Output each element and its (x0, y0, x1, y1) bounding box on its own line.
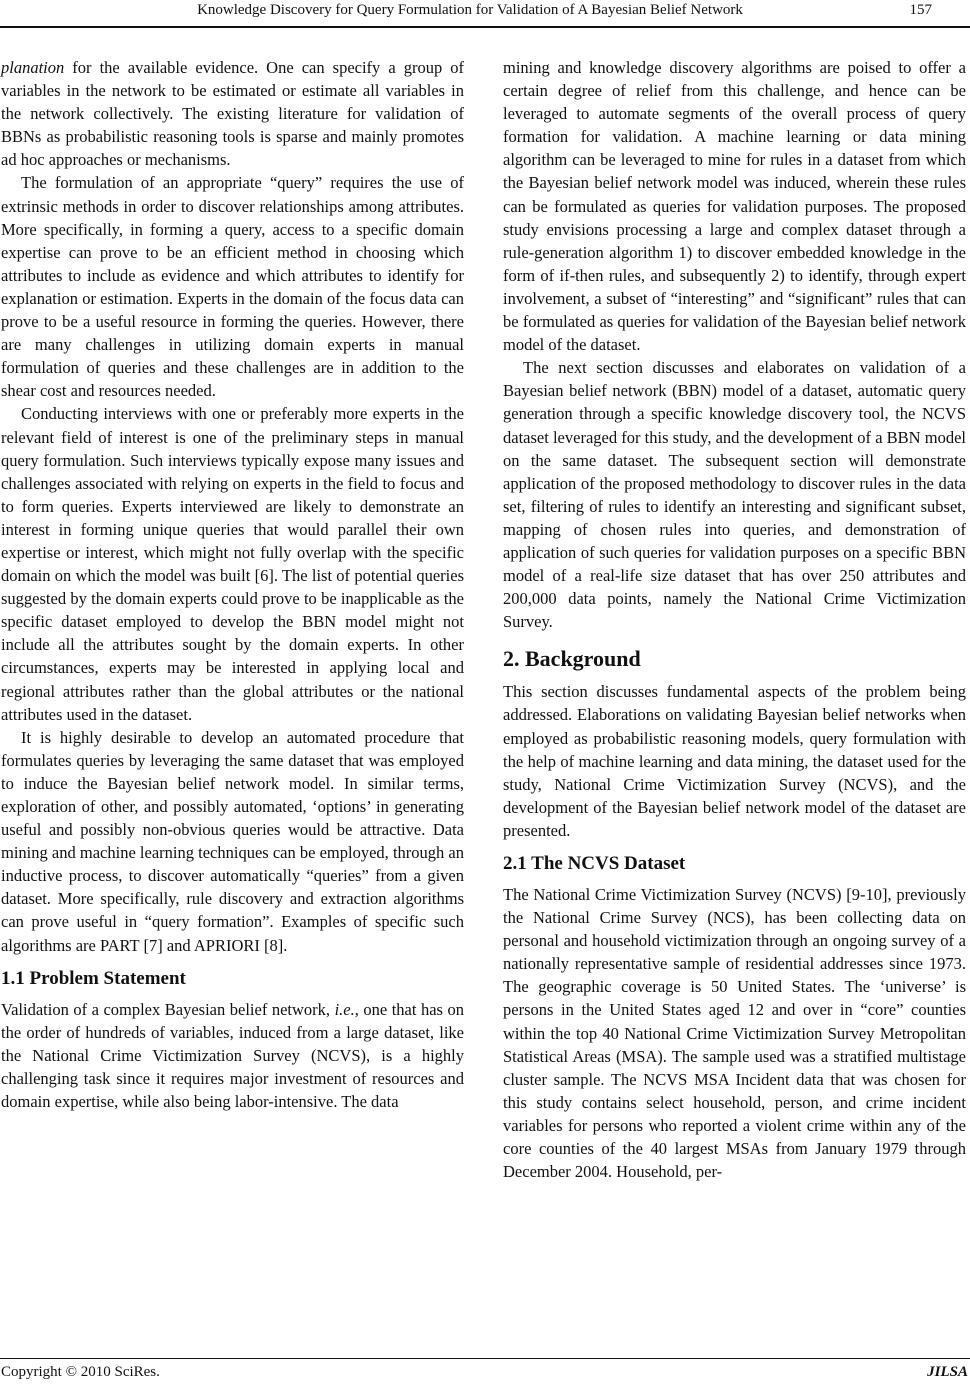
footer-divider (0, 1358, 970, 1359)
paragraph-text: for the available evidence. One can specify a group of variables in the network to be estimated or estimate all variables in the network collectively. The existing literature for validation of BBNs as probabilistic reasoning tools is sparse and mainly promotes ad hoc approaches or mechanisms. (1, 58, 464, 170)
paragraph: mining and knowledge discovery algorithms are poised to offer a certain degree of relief from this challenge, and hence can be leveraged to automate segments of the overall process of query formation for validation. A machine learning or data mining algorithm can be leveraged to mine for rules in a dataset from which the Bayesian belief network model was induced, wherein these rules can be formulated as queries for validation purposes. The proposed study envisions processing a large and complex dataset through a rule-generation algorithm 1) to discover embedded knowledge in the form of if-then rules, and subsequently 2) to identify, through expert involvement, a subset of “interesting” and “significant” rules that can be formulated as queries for validation of the Bayesian belief network model of the dataset. (503, 58, 966, 355)
paragraph: The next section discusses and elaborates on validation of a Bayesian belief network (BBN) model of a dataset, automatic query generation through a specific knowledge discovery tool, the NCVS dataset leveraged for this study, and the development of a BBN model on the same dataset. The subsequent section will demonstrate application of the proposed methodology to discover rules in the data set, filtering of rules to identify an interesting and significant subset, mapping of chosen rules into queries, and demonstration of application of such queries for validation purposes on a specific BBN model of a real-life size dataset that has over 250 attributes and 200,000 data points, namely the National Crime Victimization Survey. (503, 358, 966, 632)
paragraph (1, 56, 464, 171)
left-column (1, 56, 464, 1113)
paragraph: It is highly desirable to develop an automated procedure that formulates queries by leveraging the same dataset that was employed to induce the Bayesian belief network model. In similar terms, exploration of other, and possibly automated, ‘options’ in generating useful and possibly non-obvious queries would be attractive. Data mining and machine learning techniques can be employed, through an inductive process, to discover automatically “queries” from a given dataset. More specifically, rule discovery and extraction algorithms can prove useful in “query formation”. Examples of specific such algorithms are PART [7] and APRIORI [8]. (1, 727, 464, 955)
page-header (0, 2, 970, 26)
paragraph (1, 998, 464, 1113)
paragraph-text: Validation of a complex Bayesian belief network, (1, 999, 335, 1019)
paragraph: This section discusses fundamental aspects of the problem being addressed. Elaborations on validating Bayesian belief networks when employed as probabilistic reasoning models, query formulation with the help of machine learning and data mining, the dataset used for the study, National Crime Victimization Survey (NCVS), and the development of the Bayesian belief network model of the dataset are presented. (503, 682, 966, 840)
section-heading-ncvs-dataset: 2.1 The NCVS Dataset (503, 853, 686, 874)
paragraph: Conducting interviews with one or preferably more experts in the relevant field of interest is one of the preliminary steps in manual query formulation. Such interviews typically expose many issues and challenges associated with relying on experts in the field to focus and to form queries. Experts interviewed are likely to demonstrate an interest in forming unique queries that would parallel their own expertise or interest, which might not fully overlap with the specific domain on which the model was built [6]. The list of potential queries suggested by the domain experts could prove to be inapplicable as the specific dataset employed to develop the BBN model might not include all the attributes sought by the domain experts. In other circumstances, experts may be interested in applying local and regional attributes rather than the global attributes or the national attributes used in the dataset. (1, 404, 464, 724)
paragraph-text: , one that has on the order of hundreds of variables, induced from a large dataset, like the National Crime Victimization Survey (NCVS), is a highly challenging task since it requires major investment of resources and domain expertise, while also being labor-intensive. The data (1, 999, 464, 1112)
page-number: 157 (909, 2, 932, 18)
paragraph: The National Crime Victimization Survey (NCVS) [9-10], previously the National Crime Survey (NCS), has been collecting data on personal and household victimization through an ongoing survey of a nationally representative sample of residential addresses since 1973. The geographic coverage is 50 United States. The ‘universe’ is persons in the United States aged 12 and over in “core” counties within the top 40 National Crime Victimization Survey Metropolitan Statistical Areas (MSA). The sample used was a stratified multistage cluster sample. The NCVS MSA Incident data that was chosen for this study contains select household, person, and crime incident variables for persons who reported a violent crime within any of the core counties of the 40 largest MSAs from January 1979 through December 2004. Household, per- (503, 885, 966, 1182)
section-heading-background: 2. Background (503, 646, 641, 672)
journal-name: JILSA (927, 1364, 968, 1380)
header-divider (0, 26, 970, 28)
right-column (503, 56, 966, 1183)
paragraph: The formulation of an appropriate “query” requires the use of extrinsic methods in order to discover relationships among attributes. More specifically, in forming a query, access to a specific domain expertise can prove to be an efficient method in choosing which attributes to include as evidence and which attributes to identify for explanation or estimation. Experts in the domain of the focus data can prove to be a useful resource in forming the queries. However, there are many challenges in utilizing domain experts in manual formulation of queries and these challenges are in addition to the shear cost and resources needed. (1, 173, 464, 401)
copyright-notice: Copyright © 2010 SciRes. (1, 1364, 160, 1380)
emphasis-text: i.e. (334, 999, 355, 1019)
section-heading-problem-statement: 1.1 Problem Statement (1, 967, 186, 989)
running-title: Knowledge Discovery for Query Formulation for Validation of A Bayesian Belief Network (197, 2, 743, 18)
emphasis-text: planation (1, 58, 65, 77)
